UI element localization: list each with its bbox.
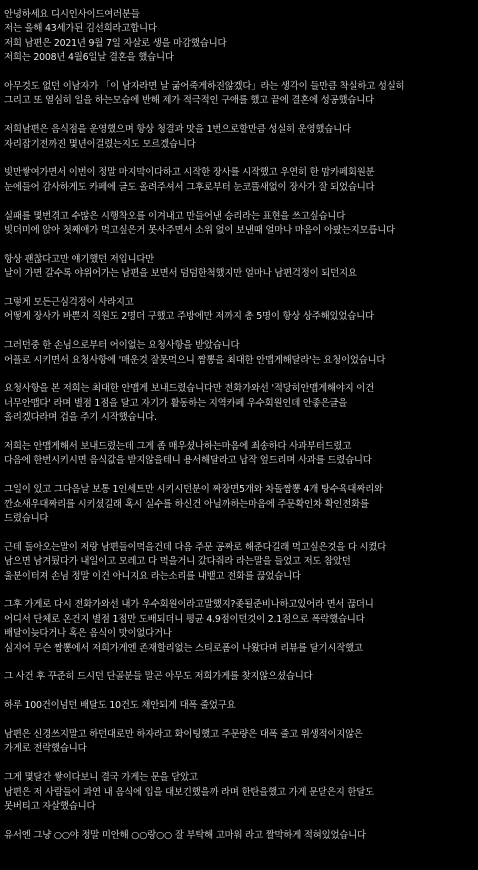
- text-line: 어떻게 장사가 바쁜지 직원도 2명더 구했고 주방에만 저까지 총 5명이 항상 상주해있었습니다: [4, 311, 374, 323]
- text-line: 빚만쌓여가면서 이번이 정말 마지막이다하고 시작한 장사를 시작했고 우연히 한 맘카페회원분: [4, 167, 375, 179]
- text-line: 남편은 저 사람들이 과연 내 음식에 입을 대보긴했을까 라며 한탄을했고 가게 문닫은지 한달도: [4, 786, 374, 798]
- text-line: 그게 몇달간 쌓이다보니 결국 가게는 문을 닫았고: [4, 772, 198, 784]
- text-line: 그러던중 한 손님으로부터 어이없는 요청사항을 받았습니다: [4, 340, 240, 352]
- text-line: 다음에 한번시키시면 음식값을 받지않을테니 용서해달라고 납작 엎드리며 사과를 드렸습니다: [4, 455, 372, 467]
- text-line: 저희남편은 음식점을 운영했으며 항상 청결과 맛을 1번으로할만큼 성실히 운영했습니다: [4, 124, 351, 136]
- text-line: 그리고 또 열심히 일을 하는모습에 반해 제가 적극적인 구애를 했고 끝에 결혼에 성공했습니다: [4, 95, 374, 107]
- text-line: 너무안맵다' 라며 별점 1점을 달고 자기가 활동하는 지역카페 우수회원인데 안좋은글을: [4, 397, 348, 409]
- paragraph: [4, 339, 476, 368]
- paragraph: [4, 670, 476, 684]
- text-line: 울분이터져 손님 정말 이건 아니지요 라는소리를 내뱉고 전화를 끊었습니다: [4, 570, 301, 582]
- paragraph: [4, 210, 476, 239]
- text-line: 깐쇼새우대짜리를 시키셨길래 혹시 실수를 하신건 아닐까하는마음에 주문확인차 확인전화를: [4, 498, 369, 510]
- post-body: [4, 8, 476, 858]
- text-line: 빚더미에 앉아 첫째애가 먹고싶은거 못사주면서 소위 없이 보낸때 얼마나 마음이 아팠는지모릅니다: [4, 225, 395, 237]
- text-line: 근데 돌아오는말이 저랑 남편들이먹을건데 다음 주문 공짜로 해준다길래 먹고싶은것을 다 시켰다: [4, 541, 387, 553]
- text-line: 그 사건 후 꾸준히 드시던 단골분들 말곤 아무도 저희가게를 찾지않으셨습니다: [4, 671, 313, 683]
- text-line: 드렸습니다: [4, 513, 49, 525]
- text-line: 하루 100건이넘던 배달도 10건도 채안되게 대폭 줄었구요: [4, 700, 236, 712]
- text-line: 어디서 단체로 온건지 별점 1점만 도배되더니 평균 4.9점이던것이 2.1점으로 폭락했습니다: [4, 613, 365, 625]
- text-line: 못버티고 자살했습니다: [4, 801, 96, 813]
- text-line: 실패를 몇번겪고 수많은 시행착오를 이겨내고 만들어낸 승리라는 표현을 쓰고싶습니다: [4, 210, 346, 222]
- text-line: 저는 올해 43세가된 김선희라고합니다: [4, 23, 157, 35]
- text-line: 유서엔 그냥 ○○야 정말 미안해 ○○랑○○ 잘 부탁해 고마워 라고 짤막하게 적혀있었습니다: [4, 829, 366, 841]
- text-line: 아무것도 없던 이남자가 「이 남자라면 날 굶어죽게하진않겠다」라는 생각이 들만큼 착실하고 성실히: [4, 81, 405, 93]
- paragraph: [4, 771, 476, 814]
- paragraph: [4, 8, 476, 66]
- paragraph: [4, 253, 476, 282]
- text-line: 요청사항을 본 저희는 최대한 안맵게 보내드렸습니다만 전화가와선 '적당히안맵게해야지 이건: [4, 383, 375, 395]
- paragraph: [4, 699, 476, 713]
- text-line: 배달이늦다거나 혹은 음식이 맛이없다거나: [4, 628, 172, 640]
- paragraph: [4, 728, 476, 757]
- text-line: 안녕하세요 디시인사이드여러분들: [4, 9, 140, 20]
- text-line: 날이 가면 갈수록 야위어가는 남편을 보면서 덤덤한척했지만 얼마나 남편걱정이 되던지요: [4, 268, 357, 280]
- text-line: 남편은 신경쓰지말고 하던대로만 하자라고 화이팅했고 주문량은 대폭 줄고 위생적이지않은: [4, 729, 363, 741]
- paragraph: [4, 123, 476, 152]
- paragraph: [4, 829, 476, 843]
- paragraph: [4, 598, 476, 656]
- text-line: 저희는 안맵게해서 보내드렸는데 그게 좀 매우셨나하는마음에 죄송하다 사과부터드렸고: [4, 441, 352, 453]
- text-line: 어플로 시키면서 요청사항에 '매운것 잘못먹으니 짬뽕을 최대한 안맵게해달라'는 요청이었습니다: [4, 354, 386, 366]
- text-line: 올리겠다라며 겁을 주기 시작했습니다.: [4, 412, 157, 424]
- text-line: 저희 남편은 2021년 9월 7일 자살로 생을 마감했습니다: [4, 37, 227, 49]
- paragraph: [4, 541, 476, 584]
- text-line: 그렇게 모든근심걱정이 사라지고: [4, 297, 134, 309]
- text-line: 남으면 남겨뒀다가 내일이고 모레고 다 먹을거니 갔다줘라 라는말을 들었고 저도 참았던: [4, 556, 351, 568]
- text-line: 그일이 있고 그다음날 보통 1인세트만 시키시던분이 짜장면5개와 차돌짬뽕 4개 탕수육대짜리와: [4, 484, 383, 496]
- paragraph: [4, 382, 476, 425]
- paragraph: [4, 440, 476, 469]
- text-line: 저희는 2008년 4월6일날 결혼을 했습니다: [4, 52, 174, 64]
- paragraph: [4, 166, 476, 195]
- text-line: 심지어 무슨 짬뽕에서 저희가게엔 존재할리없는 스티로폼이 나왔다며 리뷰를 달기시작했고: [4, 642, 363, 654]
- text-line: 항상 괜찮다고만 얘기했던 저입니다만: [4, 253, 155, 265]
- paragraph: [4, 296, 476, 325]
- text-line: 가게로 전락했습니다: [4, 743, 87, 755]
- paragraph: [4, 483, 476, 526]
- text-line: 눈에들어 감사하게도 카페에 글도 올려주셔서 그후로부터 눈코뜰새없이 장사가 잘 되었습니다: [4, 181, 375, 193]
- text-line: 자리잡기전까진 몇년이걸렸는지도 모르겠습니다: [4, 138, 196, 150]
- paragraph: [4, 80, 476, 109]
- text-line: 그후 가게로 다시 전화가와선 내가 우수회원이라고말했지?좆될준비나하고있어라 면서 끊더니: [4, 599, 374, 611]
